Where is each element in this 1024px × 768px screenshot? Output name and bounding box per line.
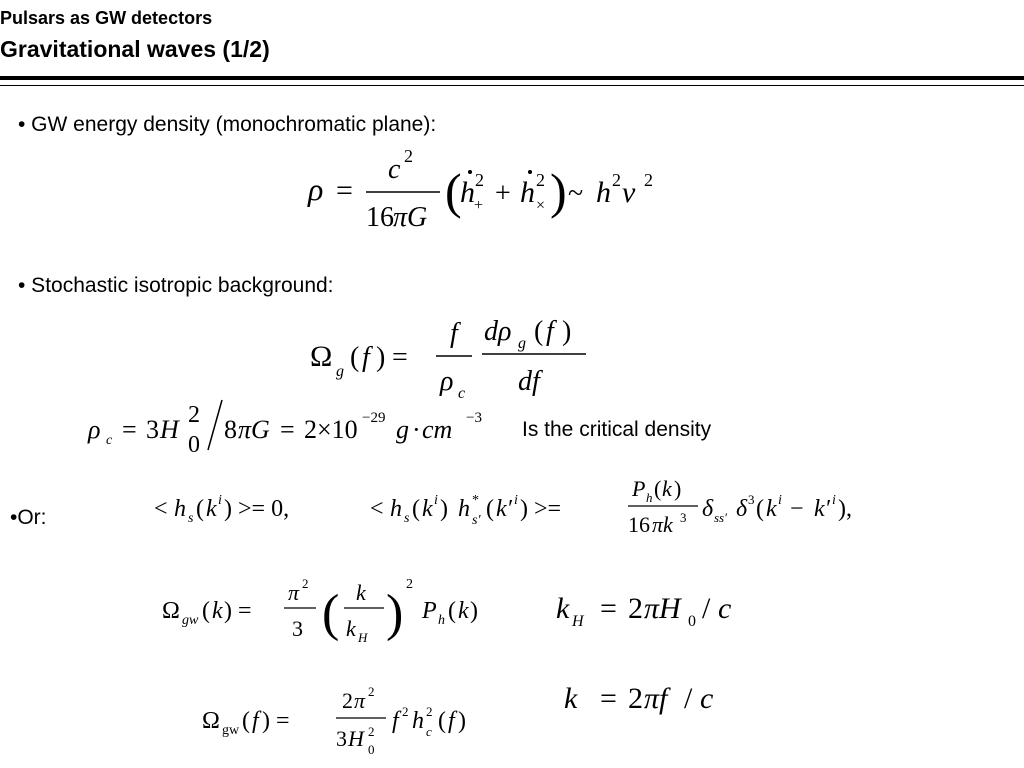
- svg-text:ρ: ρ: [308, 171, 324, 207]
- svg-text:k′: k′: [496, 496, 512, 522]
- svg-text:h: h: [520, 176, 535, 209]
- svg-text:3: 3: [336, 726, 347, 751]
- svg-text:2: 2: [402, 704, 409, 719]
- svg-text:<: <: [370, 496, 384, 522]
- svg-text:H: H: [572, 613, 584, 630]
- svg-text:k′: k′: [814, 496, 830, 522]
- svg-text:2: 2: [426, 704, 433, 719]
- svg-text:8: 8: [224, 415, 237, 444]
- svg-text:i: i: [778, 493, 782, 508]
- svg-text:): ): [470, 598, 478, 624]
- svg-text:c: c: [388, 154, 401, 185]
- equation-gw-correlations: [150, 472, 910, 542]
- svg-text:3: 3: [146, 415, 159, 444]
- svg-text:/: /: [684, 682, 693, 715]
- svg-text:h: h: [460, 176, 475, 209]
- svg-text:gw: gw: [182, 613, 199, 628]
- svg-text:s: s: [188, 511, 194, 526]
- svg-text:(: (: [448, 598, 456, 624]
- svg-text:h: h: [412, 708, 424, 734]
- svg-text:~: ~: [568, 178, 584, 209]
- svg-text:): ): [458, 708, 466, 734]
- svg-text:) =: ) =: [224, 598, 252, 624]
- svg-text:i: i: [832, 493, 836, 508]
- svg-text:f: f: [448, 708, 455, 734]
- svg-text:k: k: [212, 598, 223, 624]
- svg-text:(: (: [242, 708, 250, 734]
- svg-text:−29: −29: [362, 410, 386, 426]
- svg-text:=: =: [122, 415, 137, 444]
- svg-text:f: f: [362, 342, 370, 373]
- svg-text:i: i: [514, 493, 518, 508]
- svg-text:(: (: [534, 316, 544, 347]
- svg-text:P: P: [422, 598, 437, 624]
- svg-text:3: 3: [680, 510, 687, 525]
- svg-text:×: ×: [536, 197, 546, 214]
- svg-text:(: (: [202, 598, 210, 624]
- svg-text:s′: s′: [472, 513, 481, 528]
- svg-text:πk: πk: [652, 512, 673, 537]
- svg-text:k: k: [458, 598, 469, 624]
- svg-text:): ): [440, 496, 448, 522]
- svg-text:k: k: [206, 496, 217, 522]
- svg-text:π: π: [288, 580, 300, 605]
- svg-text:2: 2: [475, 170, 484, 190]
- svg-text:(: (: [412, 496, 420, 522]
- bullet-stochastic-background: • Stochastic isotropic background:: [18, 274, 334, 297]
- svg-text:δ: δ: [736, 496, 748, 522]
- slide-title: Gravitational waves (1/2): [0, 36, 270, 62]
- svg-text:i: i: [218, 493, 222, 508]
- svg-text:π: π: [354, 688, 366, 713]
- svg-text:P: P: [632, 476, 646, 501]
- svg-text:h: h: [596, 176, 611, 209]
- svg-text:2: 2: [368, 724, 375, 739]
- svg-text:2: 2: [628, 592, 643, 625]
- svg-text:2: 2: [406, 577, 413, 592]
- svg-text:3: 3: [292, 616, 303, 641]
- svg-text:),: ),: [838, 496, 852, 522]
- bullet-energy-density: • GW energy density (monochromatic plane):: [18, 113, 437, 136]
- svg-text:): ): [550, 163, 567, 219]
- svg-text:): ): [376, 342, 386, 373]
- svg-text:c: c: [106, 433, 113, 448]
- svg-text:h: h: [390, 496, 402, 522]
- svg-text:3: 3: [748, 492, 755, 507]
- svg-text:) >=: ) >=: [520, 496, 562, 522]
- svg-text:*: *: [472, 493, 479, 508]
- svg-text:=: =: [336, 174, 353, 207]
- svg-text:+: +: [474, 197, 484, 214]
- svg-text:=: =: [392, 342, 408, 373]
- svg-text:/: /: [702, 592, 711, 625]
- svg-text:0: 0: [368, 742, 375, 757]
- svg-text:2×10: 2×10: [304, 415, 358, 444]
- svg-text:δ: δ: [702, 496, 714, 522]
- equation-omega-g: [300, 308, 620, 408]
- svg-text:πf: πf: [644, 682, 668, 715]
- svg-text:h: h: [438, 613, 445, 628]
- svg-text:k: k: [346, 616, 356, 641]
- svg-text:H: H: [160, 415, 179, 444]
- svg-text:): ): [562, 316, 572, 347]
- svg-text:(: (: [756, 496, 764, 522]
- svg-text:h: h: [646, 490, 653, 505]
- svg-text:) =: ) =: [262, 708, 290, 734]
- header-divider-thin: [0, 85, 1024, 86]
- svg-text:Ω: Ω: [202, 708, 220, 734]
- svg-text:2: 2: [628, 682, 643, 715]
- svg-text:f: f: [450, 318, 458, 349]
- svg-text:k: k: [662, 476, 672, 501]
- svg-text:(: (: [322, 585, 340, 642]
- svg-text:2: 2: [188, 402, 200, 428]
- svg-text:2: 2: [368, 684, 375, 699]
- svg-text:2: 2: [536, 170, 545, 190]
- svg-text:(: (: [486, 496, 494, 522]
- svg-text:<: <: [154, 496, 168, 522]
- svg-text:k: k: [356, 580, 366, 605]
- svg-text:cm: cm: [422, 415, 453, 444]
- svg-text:h: h: [174, 496, 186, 522]
- svg-text:(: (: [438, 708, 446, 734]
- svg-text:πG: πG: [393, 202, 428, 233]
- svg-text:16: 16: [366, 202, 394, 233]
- equation-k-frequency: [560, 676, 760, 726]
- svg-text:2: 2: [644, 170, 653, 190]
- svg-text:k: k: [766, 496, 777, 522]
- svg-text:=: =: [600, 682, 617, 715]
- svg-text:=: =: [280, 415, 295, 444]
- svg-text:g: g: [336, 363, 344, 380]
- svg-text:) >= 0,: ) >= 0,: [224, 496, 290, 522]
- svg-text:H: H: [348, 726, 364, 751]
- svg-text:(: (: [445, 163, 462, 219]
- critical-density-label: Is the critical density: [522, 418, 712, 441]
- svg-text:−: −: [790, 496, 804, 522]
- svg-text:s: s: [404, 511, 410, 526]
- slide-supertitle: Pulsars as GW detectors: [0, 8, 213, 28]
- svg-text:ρ: ρ: [88, 415, 101, 444]
- equation-omega-gw-f: [200, 680, 500, 766]
- svg-text:c: c: [426, 724, 432, 739]
- svg-text:): ): [386, 585, 404, 642]
- svg-text:f: f: [546, 316, 554, 347]
- equation-energy-density: [300, 140, 700, 240]
- equation-k-hubble: [552, 586, 772, 636]
- svg-text:f: f: [392, 708, 399, 734]
- svg-text:·: ·: [412, 415, 421, 444]
- svg-text:Ω: Ω: [162, 598, 180, 624]
- svg-text:): ): [674, 476, 682, 501]
- svg-text:k: k: [564, 682, 578, 715]
- svg-text:2: 2: [612, 170, 621, 190]
- equation-critical-density: [80, 398, 510, 454]
- svg-text:Ω: Ω: [310, 340, 333, 373]
- svg-text:0: 0: [688, 613, 696, 630]
- svg-text:df: df: [518, 366, 540, 397]
- svg-text:i: i: [434, 493, 438, 508]
- svg-text:(: (: [196, 496, 204, 522]
- svg-text:16: 16: [628, 512, 650, 537]
- svg-text:k: k: [556, 592, 570, 625]
- svg-text:ν: ν: [622, 176, 636, 209]
- svg-text:2: 2: [302, 576, 309, 591]
- svg-text:k: k: [422, 496, 433, 522]
- svg-text:c: c: [458, 385, 466, 402]
- svg-text:ρ: ρ: [440, 366, 454, 397]
- header-divider-thick: [0, 76, 1024, 80]
- svg-text:0: 0: [188, 432, 200, 454]
- svg-text:2: 2: [342, 688, 353, 713]
- svg-text:c: c: [700, 682, 714, 715]
- svg-text:−3: −3: [466, 410, 482, 426]
- svg-text:ss′: ss′: [714, 510, 727, 525]
- svg-text:πH: πH: [644, 592, 681, 625]
- svg-text:g: g: [396, 415, 409, 444]
- svg-text:+: +: [495, 178, 511, 209]
- svg-text:H: H: [358, 630, 368, 645]
- svg-text:g: g: [518, 335, 526, 352]
- svg-text:gw: gw: [222, 723, 240, 738]
- svg-text:dρ: dρ: [484, 316, 512, 347]
- svg-text:f: f: [252, 708, 259, 734]
- equation-omega-gw-k: [160, 566, 500, 656]
- svg-text:(: (: [350, 342, 360, 373]
- svg-text:2: 2: [404, 146, 413, 166]
- svg-text:(: (: [654, 476, 662, 501]
- svg-text:c: c: [718, 592, 732, 625]
- svg-text:h: h: [458, 496, 470, 522]
- svg-text:=: =: [600, 592, 617, 625]
- svg-text:πG: πG: [238, 415, 270, 444]
- bullet-or: •Or:: [10, 506, 47, 529]
